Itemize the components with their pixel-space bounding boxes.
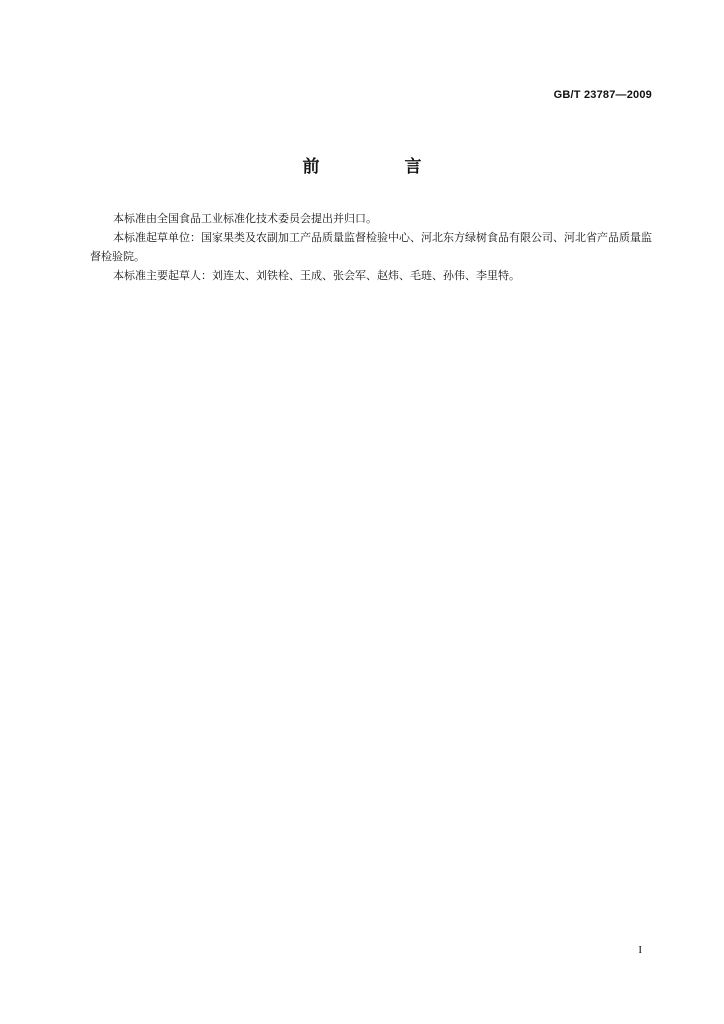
page-number: I (638, 944, 642, 956)
paragraph-drafting-units: 本标准起草单位：国家果类及农副加工产品质量监督检验中心、河北东方绿树食品有限公司、河北省产品质量监督检验院。 (90, 231, 652, 263)
paragraph-proposer: 本标准由全国食品工业标准化技术委员会提出并归口。 (113, 212, 377, 225)
standard-code: GB/T 23787—2009 (553, 89, 652, 101)
page-title: 前 言 (302, 157, 456, 177)
paragraph-drafters: 本标准主要起草人：刘连太、刘铁栓、王成、张会军、赵炜、毛琏、孙伟、李里特。 (113, 269, 520, 282)
body-text (90, 209, 656, 285)
